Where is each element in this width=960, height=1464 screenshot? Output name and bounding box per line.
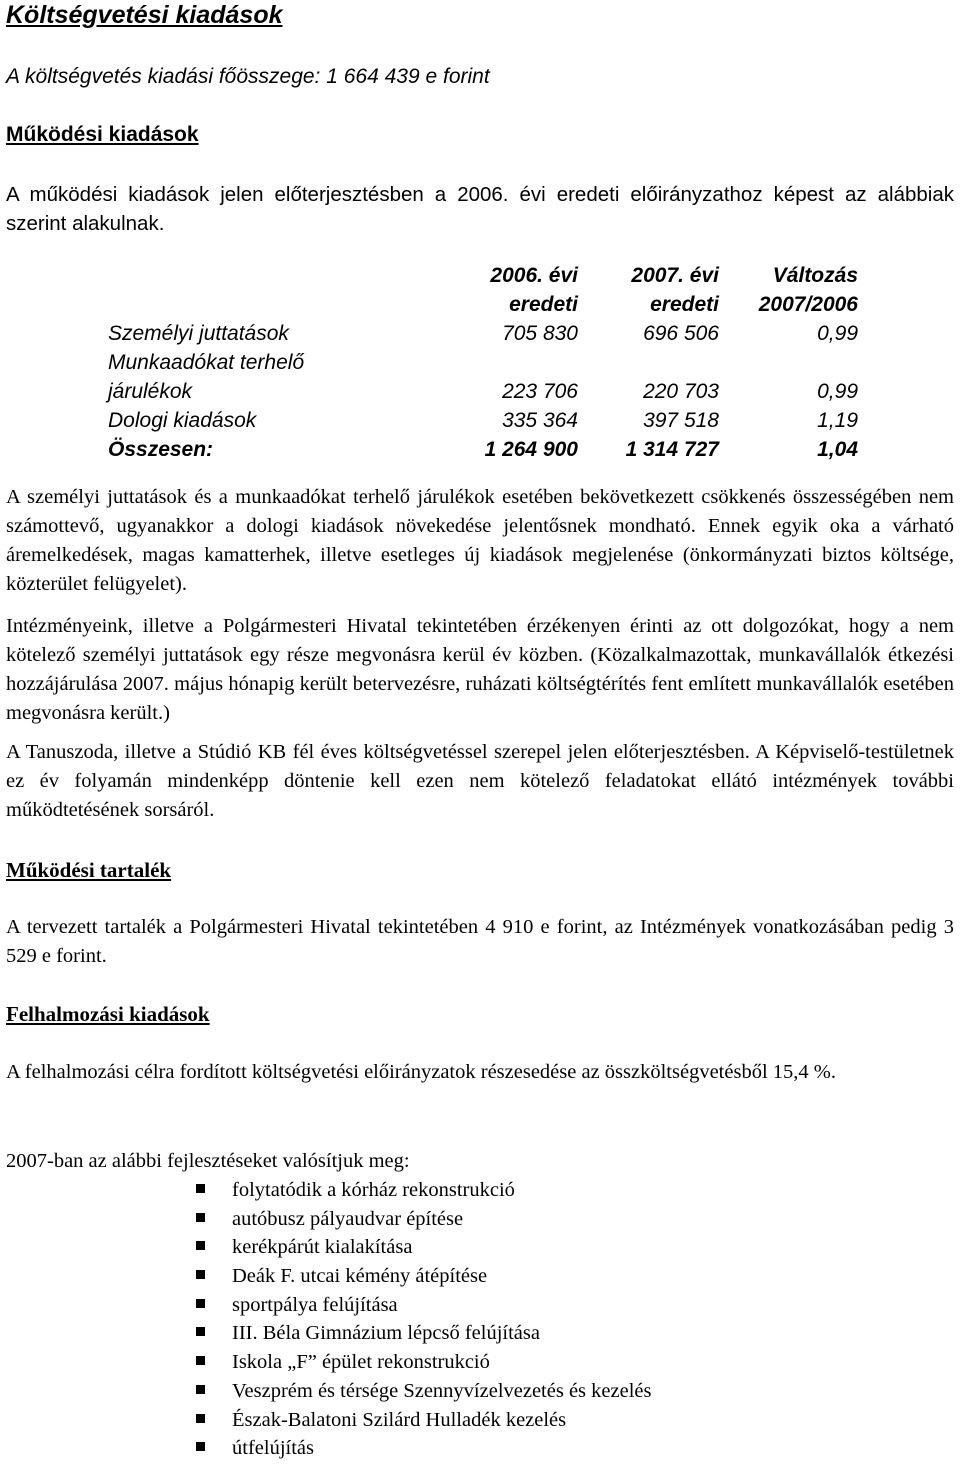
- list-item: útfelújítás: [190, 1434, 651, 1463]
- bullet-square-icon: [196, 1327, 205, 1336]
- col-change-subheader: 2007/2006: [758, 293, 858, 316]
- list-item: Deák F. utcai kémény átépítése: [190, 1262, 651, 1291]
- operating-table: [108, 264, 868, 467]
- row-label: járulékok: [108, 380, 193, 403]
- list-item: sportpálya felújítása: [190, 1291, 651, 1320]
- value-2007: 696 506: [643, 322, 719, 345]
- table-row: [108, 380, 868, 409]
- operating-heading: Működési kiadások: [6, 123, 199, 146]
- bullet-square-icon: [196, 1241, 205, 1250]
- operating-intro: A működési kiadások jelen előterjesztésben a 2006. évi eredeti előirányzathoz képest az alábbiak szerint alakulnak.: [6, 183, 954, 235]
- table-row: [108, 322, 868, 351]
- row-label: Személyi juttatások: [108, 322, 289, 345]
- bullet-square-icon: [196, 1213, 205, 1222]
- table-row: [108, 351, 868, 380]
- operating-paragraph-3: A Tanuszoda, illetve a Stúdió KB fél éves költségvetéssel szerepel jelen előterjesztésben. A Képviselő-testületnek ez év folyamán mindenképp döntenie kell ezen nem kötelező feladatokat ellátó intézmények további működtetésének sorsáról.: [6, 741, 954, 821]
- list-item: kerékpárút kialakítása: [190, 1233, 651, 1262]
- col-2007-subheader: eredeti: [650, 293, 719, 316]
- total-change: 1,04: [817, 438, 858, 461]
- budget-total-line: A költségvetés kiadási főösszege: 1 664 439 e forint: [6, 65, 490, 88]
- value-2007: 397 518: [643, 409, 719, 432]
- list-item: Veszprém és térsége Szennyvízelvezetés és kezelés: [190, 1377, 651, 1406]
- capital-list-intro: 2007-ban az alábbi fejlesztéseket valósítjuk meg:: [6, 1150, 410, 1172]
- value-2006: 705 830: [502, 322, 578, 345]
- list-item: Iskola „F” épület rekonstrukció: [190, 1348, 651, 1377]
- bullet-square-icon: [196, 1184, 205, 1193]
- bullet-square-icon: [196, 1270, 205, 1279]
- col-2006-header: 2006. évi: [490, 264, 578, 287]
- col-2006-subheader: eredeti: [509, 293, 578, 316]
- total-label: Összesen:: [108, 438, 214, 461]
- value-2006: 223 706: [502, 380, 578, 403]
- list-item: autóbusz pályaudvar építése: [190, 1205, 651, 1234]
- value-change: 0,99: [817, 322, 858, 345]
- operating-paragraph-2: Intézményeink, illetve a Polgármesteri Hivatal tekintetében érzékenyen érinti az ott dolgozókat, hogy a nem kötelező személyi juttatások egy része megvonásra kerül év közben. (Közalkalmazottak, munkavállalók étkezési hozzájárulása 2007. május hónapig került betervezésre, ruházati költségtérítés fent említett munkavállalók esetében megvonásra került.): [6, 615, 954, 724]
- list-item: folytatódik a kórház rekonstrukció: [190, 1176, 651, 1205]
- row-label: Munkaadókat terhelő: [108, 351, 305, 374]
- col-2007-header: 2007. évi: [631, 264, 719, 287]
- reserve-text: A tervezett tartalék a Polgármesteri Hivatal tekintetében 4 910 e forint, az Intézmények vonatkozásában pedig 3 529 e forint.: [6, 916, 954, 967]
- list-item: Észak-Balatoni Szilárd Hulladék kezelés: [190, 1406, 651, 1435]
- table-header-row-1: [108, 264, 868, 293]
- value-2007: 220 703: [643, 380, 719, 403]
- bullet-square-icon: [196, 1385, 205, 1394]
- col-change-header: Változás: [772, 264, 858, 287]
- bullet-square-icon: [196, 1299, 205, 1308]
- row-label: Dologi kiadások: [108, 409, 257, 432]
- total-2006: 1 264 900: [484, 438, 578, 461]
- table-total-row: [108, 438, 868, 467]
- table-row: [108, 409, 868, 438]
- operating-paragraph-1: A személyi juttatások és a munkaadókat terhelő járulékok esetében bekövetkezett csökkenés összességében nem számottevő, ugyanakkor a dologi kiadások növekedése jelentősnek mondható. Ennek egyik oka a várható áremelkedések, magas kamatterhek, illetve esetleges új kiadások megjelenése (önkormányzati biztos költsége, közterület felügyelet).: [6, 486, 954, 595]
- list-item: III. Béla Gimnázium lépcső felújítása: [190, 1319, 651, 1348]
- table-header-row-2: [108, 293, 868, 322]
- total-2007: 1 314 727: [625, 438, 719, 461]
- bullet-square-icon: [196, 1356, 205, 1365]
- value-2006: 335 364: [502, 409, 578, 432]
- page-title: Költségvetési kiadások: [6, 1, 283, 29]
- value-change: 1,19: [817, 409, 858, 432]
- reserve-heading: Működési tartalék: [6, 858, 172, 882]
- development-list: [190, 1176, 651, 1463]
- capital-heading: Felhalmozási kiadások: [6, 1002, 210, 1026]
- bullet-square-icon: [196, 1414, 205, 1423]
- value-change: 0,99: [817, 380, 858, 403]
- capital-text: A felhalmozási célra fordított költségvetési előirányzatok részesedése az összköltségvetésből 15,4 %.: [6, 1061, 836, 1083]
- bullet-square-icon: [196, 1442, 205, 1451]
